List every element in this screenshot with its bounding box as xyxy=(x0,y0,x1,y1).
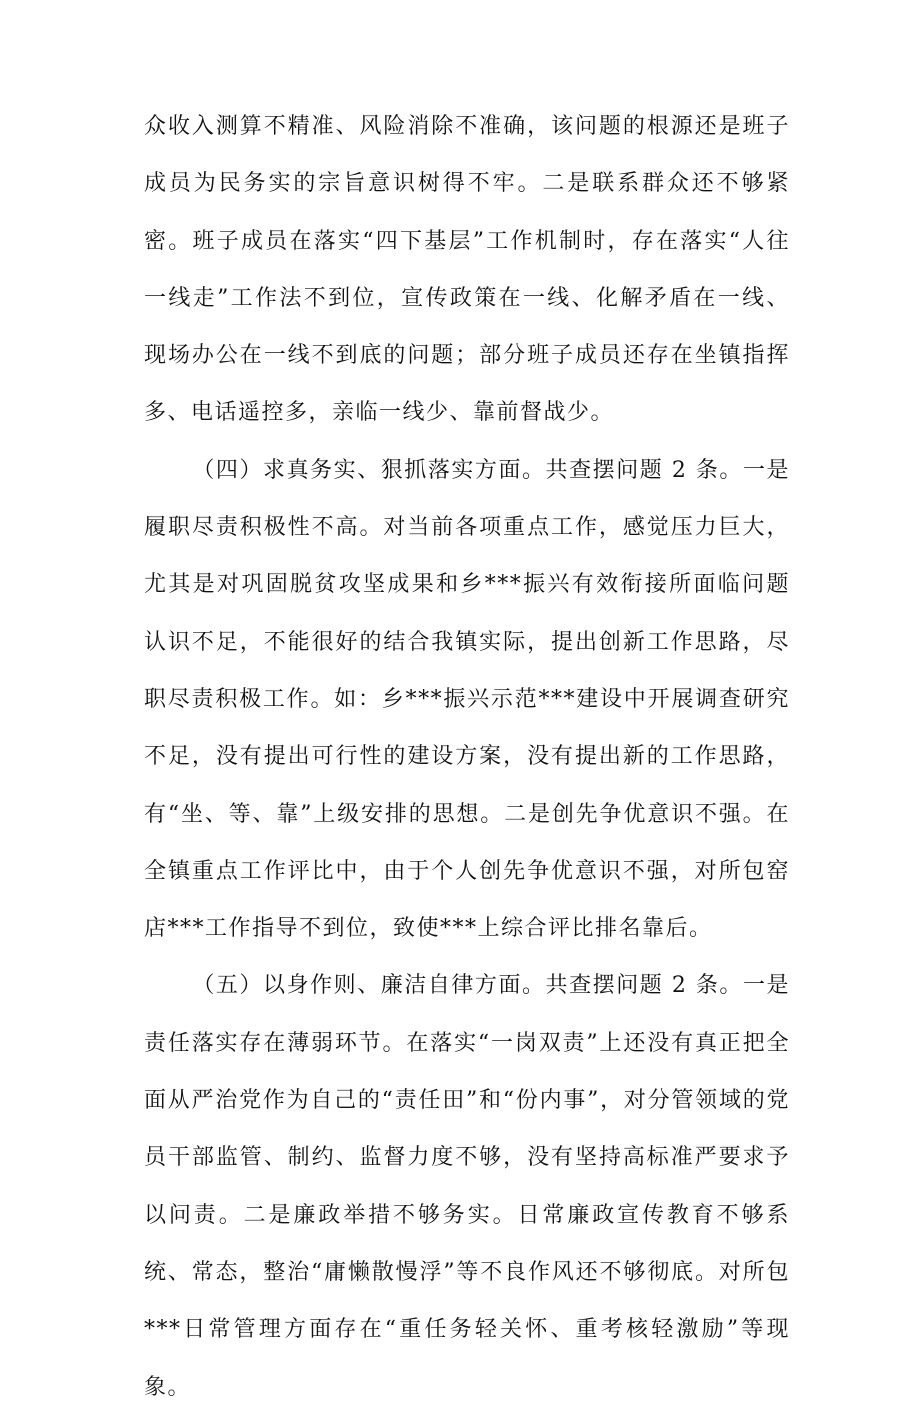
paragraph-continuation: 众收入测算不精准、风险消除不准确，该问题的根源还是班子成员为民务实的宗旨意识树得不牢。二是联系群众还不够紧密。班子成员在落实“四下基层”工作机制时，存在落实“人往一线走”工作法不到位，宣传政策在一线、化解矛盾在一线、现场办公在一线不到底的问题；部分班子成员还存在坐镇指挥多、电话遥控多，亲临一线少、靠前督战少。 xyxy=(144,114,790,426)
paragraph-section-5: （五）以身作则、廉洁自律方面。共查摆问题 2 条。一是责任落实存在薄弱环节。在落实“一岗双责”上还没有真正把全面从严治党作为自己的“责任田”和“份内事”，对分管领域的党员干部监管、制约、监督力度不够，没有坚持高标准严要求予以问责。二是廉政举措不够务实。日常廉政宣传教育不够系统、常态，整治“庸懒散慢浮”等不良作风还不够彻底。对所包***日常管理方面存在“重任务轻关怀、重考核轻激励”等现象。 xyxy=(144,973,790,1400)
document-body xyxy=(144,98,790,1416)
paragraph-section-4: （四）求真务实、狠抓落实方面。共查摆问题 2 条。一是履职尽责积极性不高。对当前各项重点工作，感觉压力巨大，尤其是对巩固脱贫攻坚成果和乡***振兴有效衔接所面临问题认识不足，不能很好的结合我镇实际，提出创新工作思路，尽职尽责积极工作。如：乡***振兴示范***建设中开展调查研究不足，没有提出可行性的建设方案，没有提出新的工作思路，有“坐、等、靠”上级安排的思想。二是创先争优意识不强。在全镇重点工作评比中，由于个人创先争优意识不强，对所包窑店***工作指导不到位，致使***上综合评比排名靠后。 xyxy=(144,457,790,942)
